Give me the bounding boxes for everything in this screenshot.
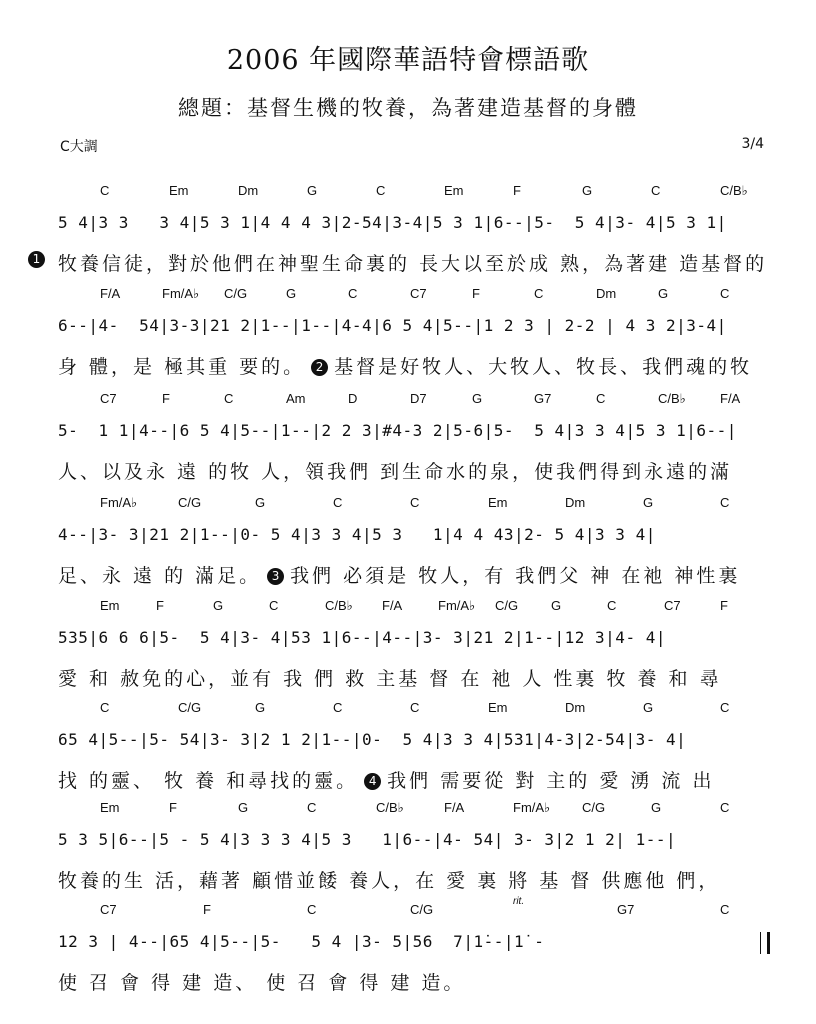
section-marker: 2 (311, 359, 328, 376)
jianpu-notation: 6--|4- 54|3-3|21 2|1--|1--|4-4|6 5 4|5--|1 2 3 | 2-2 | 4 3 2|3-4| (58, 316, 727, 335)
chord-symbol: F/A (444, 800, 465, 815)
chord-symbol: C (333, 700, 343, 715)
score-system (0, 896, 816, 1012)
chord-symbol: C (720, 800, 730, 815)
section-marker: 1 (28, 251, 45, 268)
chord-symbol: C/B♭ (325, 598, 353, 613)
lyrics-text: 愛 和 赦免的心，並有 我 們 救 主基 督 在 祂 人 性裏 牧 養 和 尋 (58, 668, 722, 690)
chord-symbol: G (643, 700, 654, 715)
score-system (0, 700, 816, 810)
lyrics-text: 牧養信徒，對於他們在神聖生命裏的 長大以至於成 熟，為著建 造基督的 (58, 253, 768, 275)
lyrics-text: 我們 必須是 牧人，有 我們父 神 在祂 神性裏 (290, 565, 741, 587)
chord-row (0, 896, 816, 922)
score-system (0, 183, 816, 293)
key-signature: C大調 (60, 139, 98, 155)
jianpu-notation: 4--|3- 3|21 2|1--|0- 5 4|3 3 4|5 3 1|4 4 43|2- 5 4|3 3 4| (58, 525, 656, 544)
lyrics-line (58, 664, 788, 691)
chord-symbol: C (307, 800, 317, 815)
chord-symbol: F (169, 800, 177, 815)
section-marker: 3 (267, 568, 284, 585)
chord-symbol: C7 (100, 902, 117, 917)
chord-symbol: F (513, 183, 521, 198)
chord-symbol: Fm/A♭ (513, 800, 551, 815)
score-system (0, 495, 816, 605)
score-system (0, 391, 816, 501)
song-title: 2006 年國際華語特會標語歌 (226, 45, 590, 76)
chord-symbol: G (658, 286, 669, 301)
chord-symbol: C7 (410, 286, 427, 301)
lyrics-line (58, 352, 788, 379)
jianpu-notation: 5- 1 1|4--|6 5 4|5--|1--|2 2 3|#4-3 2|5-6|5- 5 4|3 3 4|5 3 1|6--| (58, 421, 737, 440)
chord-symbol: G7 (534, 391, 552, 406)
lyrics-text: 找 的靈、 牧 養 和尋找的靈。 (58, 770, 359, 792)
chord-symbol: C/G (410, 902, 434, 917)
chord-symbol: C (651, 183, 661, 198)
chord-symbol: F (162, 391, 170, 406)
chord-symbol: C (307, 902, 317, 917)
chord-symbol: G (213, 598, 224, 613)
chord-symbol: G7 (617, 902, 635, 917)
chord-symbol: G (582, 183, 593, 198)
chord-symbol: F (156, 598, 164, 613)
score-system (0, 286, 816, 396)
final-barline (760, 932, 770, 954)
lyrics-line (58, 561, 788, 588)
chord-symbol: C/G (178, 700, 202, 715)
chord-symbol: C/B♭ (376, 800, 404, 815)
chord-row (0, 700, 816, 720)
chord-symbol: C (720, 902, 730, 917)
chord-symbol: Em (169, 183, 189, 198)
chord-symbol: F (203, 902, 211, 917)
song-subtitle: 總題：基督生機的牧養，為著建造基督的身體 (178, 96, 638, 120)
chord-symbol: C/B♭ (720, 183, 748, 198)
chord-symbol: C (720, 700, 730, 715)
chord-symbol: Dm (565, 495, 586, 510)
section-marker: 4 (364, 773, 381, 790)
chord-symbol: C (376, 183, 386, 198)
jianpu-notation: 5 4|3 3 3 4|5 3 1|4 4 4 3|2-54|3-4|5 3 1|6--|5- 5 4|3- 4|5 3 1| (58, 213, 727, 232)
chord-symbol: C (410, 700, 420, 715)
lyrics-text: 基督是好牧人、大牧人、牧長、我們魂的牧 (334, 356, 753, 378)
chord-symbol: G (651, 800, 662, 815)
chord-symbol: C7 (664, 598, 681, 613)
chord-symbol: Fm/A♭ (162, 286, 200, 301)
chord-symbol: C (269, 598, 279, 613)
chord-symbol: D7 (410, 391, 427, 406)
chord-symbol: Em (100, 800, 120, 815)
chord-symbol: C/G (582, 800, 606, 815)
chord-symbol: G (255, 495, 266, 510)
chord-symbol: rit. (513, 896, 525, 907)
chord-symbol: C (720, 495, 730, 510)
chord-symbol: G (286, 286, 297, 301)
jianpu-notation: 65 4|5--|5- 54|3- 3|2 1 2|1--|0- 5 4|3 3 4|531|4-3|2-54|3- 4| (58, 730, 687, 749)
lyrics-text: 足、永 遠 的 滿足。 (58, 565, 262, 587)
lyrics-line (58, 766, 788, 793)
lyrics-text: 牧養的生 活，藉著 顧惜並餧 養人，在 愛 裏 將 基 督 供應他 們， (58, 870, 721, 892)
jianpu-notation: 535|6 6 6|5- 5 4|3- 4|53 1|6--|4--|3- 3|21 2|1--|12 3|4- 4| (58, 628, 666, 647)
chord-symbol: F (720, 598, 728, 613)
score-system (0, 598, 816, 708)
chord-symbol: C/G (495, 598, 519, 613)
lyrics-line (58, 866, 788, 893)
chord-row (0, 286, 816, 306)
chord-symbol: F/A (100, 286, 121, 301)
chord-symbol: Dm (565, 700, 586, 715)
chord-symbol: G (238, 800, 249, 815)
chord-symbol: C (607, 598, 617, 613)
chord-symbol: G (551, 598, 562, 613)
lyrics-line (58, 457, 788, 484)
chord-symbol: G (255, 700, 266, 715)
chord-row (0, 598, 816, 618)
chord-symbol: C (100, 183, 110, 198)
chord-symbol: G (472, 391, 483, 406)
chord-symbol: C (534, 286, 544, 301)
lyrics-line (58, 968, 788, 995)
jianpu-notation: 5 3 5|6--|5 - 5 4|3 3 3 4|5 3 1|6--|4- 54| 3- 3|2 1 2| 1--| (58, 830, 677, 849)
time-signature: 3/4 (741, 136, 764, 152)
chord-symbol: C7 (100, 391, 117, 406)
chord-symbol: C (333, 495, 343, 510)
chord-row (0, 495, 816, 515)
lyrics-text: 身 體，是 極其重 要的。 (58, 356, 306, 378)
chord-symbol: Em (488, 700, 508, 715)
chord-symbol: Em (488, 495, 508, 510)
chord-symbol: D (348, 391, 358, 406)
chord-row (0, 391, 816, 411)
chord-symbol: C (100, 700, 110, 715)
chord-symbol: F/A (382, 598, 403, 613)
lyrics-text: 使 召 會 得 建 造、 使 召 會 得 建 造。 (58, 972, 466, 994)
chord-symbol: C/G (178, 495, 202, 510)
chord-symbol: Fm/A♭ (100, 495, 138, 510)
chord-symbol: F/A (720, 391, 741, 406)
lyrics-text: 我們 需要從 對 主的 愛 湧 流 出 (387, 770, 715, 792)
chord-symbol: Em (100, 598, 120, 613)
chord-symbol: C (224, 391, 234, 406)
chord-symbol: Am (286, 391, 306, 406)
chord-symbol: F (472, 286, 480, 301)
chord-symbol: C (596, 391, 606, 406)
chord-symbol: Fm/A♭ (438, 598, 476, 613)
chord-row (0, 183, 816, 203)
chord-symbol: G (307, 183, 318, 198)
jianpu-notation: 12 3 | 4--|65 4|5--|5- 5 4 |3- 5|56 7|1̇--|1̇ - (58, 932, 545, 951)
chord-symbol: Em (444, 183, 464, 198)
score-system (0, 800, 816, 910)
chord-symbol: C (720, 286, 730, 301)
chord-row (0, 800, 816, 820)
lyrics-text: 人、以及永 遠 的牧 人，領我們 到生命水的泉，使我們得到永遠的滿 (58, 461, 733, 483)
chord-symbol: C (348, 286, 358, 301)
chord-symbol: C/B♭ (658, 391, 686, 406)
chord-symbol: C/G (224, 286, 248, 301)
lyrics-line (58, 249, 788, 276)
chord-symbol: Dm (238, 183, 259, 198)
chord-symbol: Dm (596, 286, 617, 301)
chord-symbol: C (410, 495, 420, 510)
chord-symbol: G (643, 495, 654, 510)
